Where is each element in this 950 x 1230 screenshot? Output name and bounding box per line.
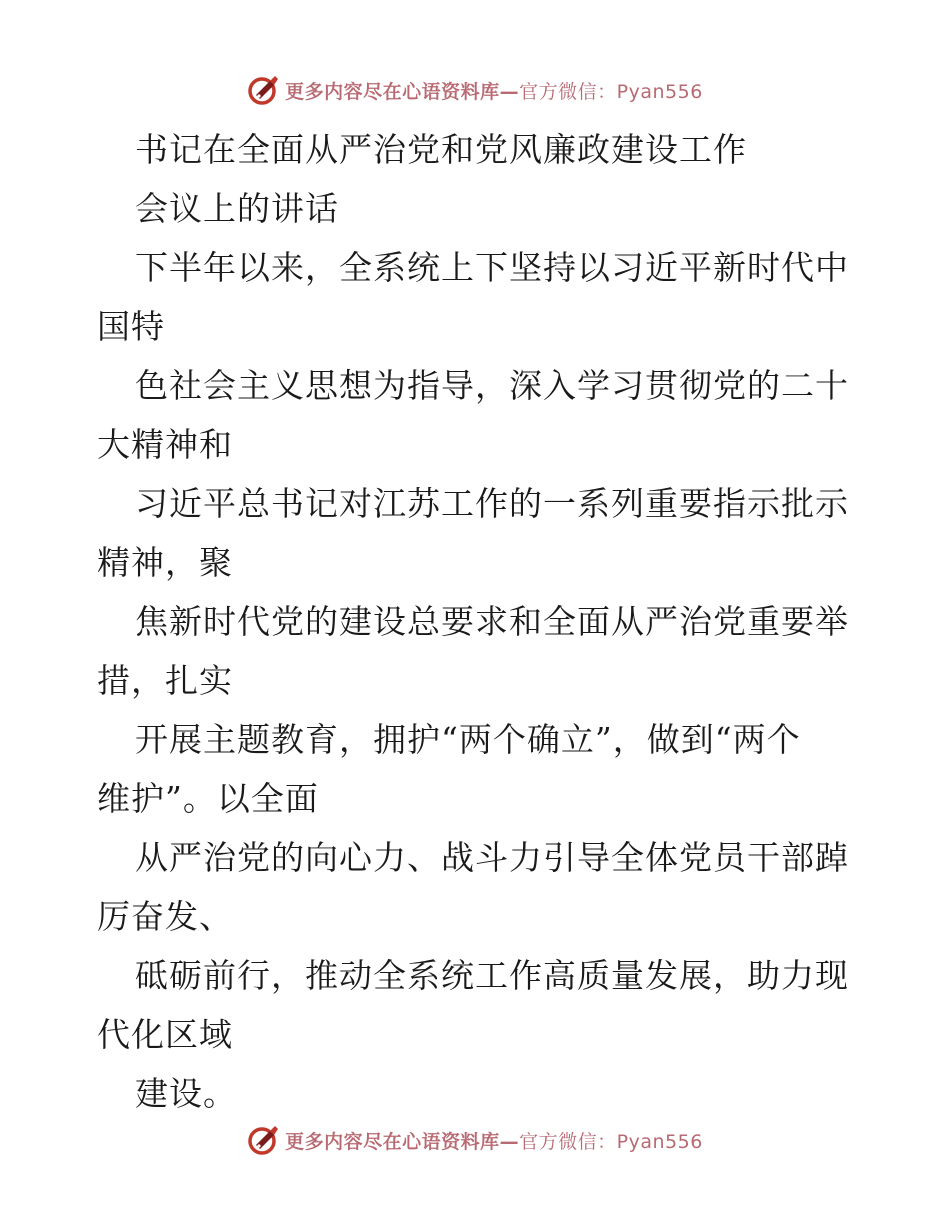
doc-line: 从严治党的向心力、战斗力引导全体党员干部踔 <box>135 838 849 877</box>
doc-line: 建设。 <box>135 1074 237 1113</box>
doc-line: 开展主题教育，拥护“两个确立”，做到“两个 <box>135 720 801 759</box>
doc-line: 书记在全面从严治党和党风廉政建设工作 <box>135 130 747 169</box>
doc-line: 大精神和 <box>97 425 233 464</box>
banner-dash: — <box>499 1130 520 1153</box>
pen-logo-icon <box>247 73 281 107</box>
doc-line: 措，扎实 <box>97 661 233 700</box>
banner-wechat: 官方微信：Pyan556 <box>519 80 703 103</box>
doc-line: 砥砺前行，推动全系统工作高质量发展，助力现 <box>135 956 849 995</box>
doc-line: 会议上的讲话 <box>135 189 339 228</box>
banner-text: 更多内容尽在心语资料库 <box>285 80 500 103</box>
header-banner <box>0 70 950 110</box>
banner-wechat: 官方微信：Pyan556 <box>519 1130 703 1153</box>
doc-line: 厉奋发、 <box>97 897 233 936</box>
doc-line: 习近平总书记对江苏工作的一系列重要指示批示 <box>135 484 849 523</box>
doc-line: 精神，聚 <box>97 543 233 582</box>
footer-banner <box>0 1120 950 1160</box>
document-body <box>97 120 857 1123</box>
pen-logo-icon <box>247 1123 281 1157</box>
doc-line: 国特 <box>97 307 165 346</box>
banner-dash: — <box>499 80 520 103</box>
banner-text: 更多内容尽在心语资料库 <box>285 1130 500 1153</box>
doc-line: 代化区域 <box>97 1015 233 1054</box>
doc-line: 下半年以来，全系统上下坚持以习近平新时代中 <box>135 248 849 287</box>
doc-line: 维护”。以全面 <box>97 779 319 818</box>
doc-line: 焦新时代党的建设总要求和全面从严治党重要举 <box>135 602 849 641</box>
doc-line: 色社会主义思想为指导，深入学习贯彻党的二十 <box>135 366 849 405</box>
